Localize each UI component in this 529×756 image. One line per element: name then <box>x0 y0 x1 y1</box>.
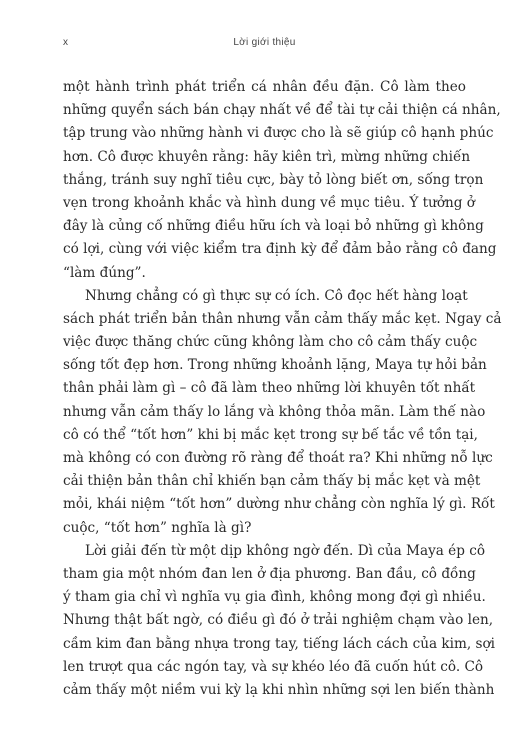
text-line: sách phát triển bản thân nhưng vẫn cảm thấy mắc kẹt. Ngay cả <box>63 310 502 327</box>
text-line: cô có thể “tốt hơn” khi bị mắc kẹt trong sự bế tắc về tồn tại, <box>63 426 478 443</box>
paragraph <box>63 285 502 540</box>
text-line: việc được thăng chức cũng không làm cho cô cảm thấy cuộc <box>63 334 478 351</box>
paragraph <box>63 540 496 702</box>
text-line: len trượt qua các ngón tay, và sự khéo léo đã cuốn hút cô. Cô <box>63 658 484 675</box>
text-line: thân phải làm gì – cô đã làm theo những lời khuyên tốt nhất <box>63 380 476 397</box>
text-line: thắng, tránh suy nghĩ tiêu cực, bày tỏ lòng biết ơn, sống trọn <box>63 171 484 188</box>
text-line: nhưng vẫn cảm thấy lo lắng và không thỏa mãn. Làm thế nào <box>63 403 486 420</box>
text-line: có lợi, cùng với việc kiểm tra định kỳ để đảm bảo rằng cô đang <box>63 241 497 258</box>
text-line: hơn. Cô được khuyên rằng: hãy kiên trì, mừng những chiến <box>63 148 471 165</box>
text-line: cảm thấy một niềm vui kỳ lạ khi nhìn những sợi len biến thành <box>63 681 495 698</box>
text-line: những quyển sách bán chạy nhất về để tài tự cải thiện cá nhân, <box>63 102 501 119</box>
page-number: x <box>63 37 69 48</box>
text-line: Lời giải đến từ một dịp không ngờ đến. Dì của Maya ép cô <box>85 542 486 559</box>
paragraph <box>63 76 501 285</box>
section-title: Lời giới thiệu <box>233 37 296 48</box>
text-line: cải thiện bản thân chỉ khiến bạn cảm thấy bị mắc kẹt và mệt <box>63 473 481 490</box>
running-head <box>63 37 466 51</box>
text-line: đây là củng cố những điều hữu ích và loại bỏ những gì không <box>63 218 484 235</box>
text-line: mà không có con đường rõ ràng để thoát ra? Khi những nỗ lực <box>63 450 493 466</box>
text-line: ý tham gia chỉ vì nghĩa vụ gia đình, không mong đợi gì nhiều. <box>63 589 486 606</box>
text-line: Nhưng thật bất ngờ, có điều gì đó ở trải nghiệm chạm vào len, <box>63 612 494 629</box>
body-text <box>63 76 502 702</box>
text-line: tập trung vào những hành vi được cho là sẽ giúp cô hạnh phúc <box>63 125 494 142</box>
text-line: “làm đúng”. <box>63 264 146 281</box>
text-line: tham gia một nhóm đan len ở địa phương. Ban đầu, cô đồng <box>63 565 476 582</box>
text-line: Nhưng chẳng có gì thực sự có ích. Cô đọc hết hàng loạt <box>85 287 468 304</box>
text-line: cầm kim đan bằng nhựa trong tay, tiếng lách cách của kim, sợi <box>63 635 496 652</box>
text-line: cuộc, “tốt hơn” nghĩa là gì? <box>63 519 252 536</box>
text-line: vẹn trong khoảnh khắc và hình dung về mục tiêu. Ý tưởng ở <box>63 194 475 211</box>
text-line: sống tốt đẹp hơn. Trong những khoảnh lặng, Maya tự hỏi bản <box>63 357 487 374</box>
text-line: một hành trình phát triển cá nhân đều đặn. Cô làm theo <box>63 79 466 95</box>
text-line: mỏi, khái niệm “tốt hơn” dường như chẳng còn nghĩa lý gì. Rốt <box>63 496 495 513</box>
